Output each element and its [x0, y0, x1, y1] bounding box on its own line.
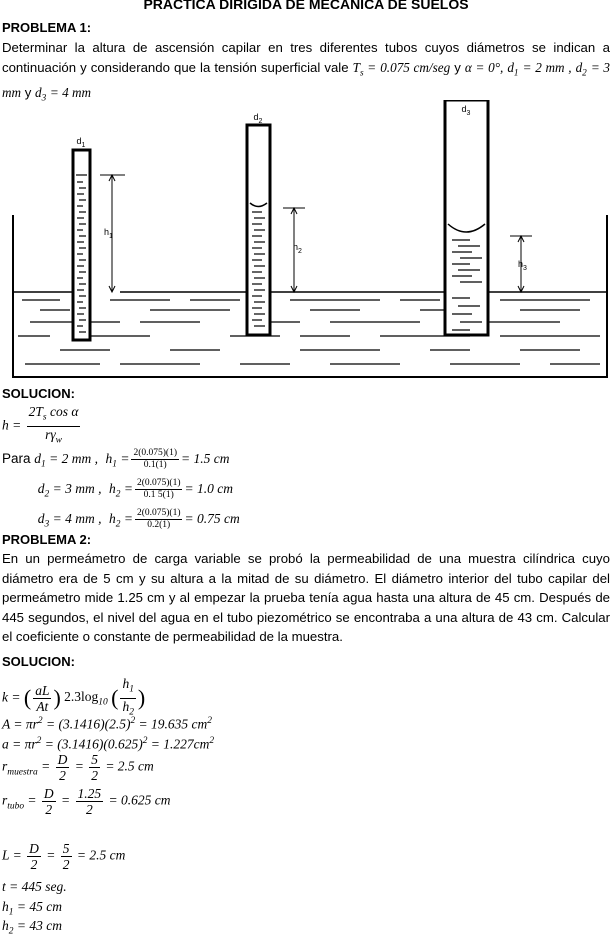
- h2-line: $h_2 = 43$ cm: [2, 918, 62, 937]
- conj-y-2: y: [24, 84, 32, 100]
- problem-2-text: En un permeámetro de carga variable se probó la permeabilidad de una muestra cilíndrica cuyo diámetro era de 5 cm y su altura a la mitad de su diámetro. El diámetro interior del tubo capilar del permeámetro mide 1.25 cm y al empezar la prueba tenía agua hasta una altura de 45 cm. Después de 445 segundos, el nivel del agua en el tubo piezométrico se encontraba a una altura de 43 cm. Calcular el coeficiente o constante de permeabilidad de la muestra.: [2, 551, 610, 644]
- capillary-tubes-diagram: [0, 100, 612, 380]
- problem-2-heading: PROBLEMA 2:: [2, 532, 92, 547]
- solution-2-heading: SOLUCION:: [2, 654, 75, 669]
- d1-label: $d_1$: [76, 136, 86, 149]
- d2-value: = 3 mm: [2, 59, 611, 100]
- h1-line: $h_1 = 45$ cm: [2, 899, 62, 918]
- problem-1-statement: [2, 38, 610, 108]
- solution-1-row: $d_3 = 4$ mm , $h_2$ = $\frac{2(0.075)(1)}{0.2(1)}$ = 0.75 cm: [37, 508, 240, 530]
- d3-label: $d_3$: [461, 104, 471, 117]
- h1-label: $h_1$: [104, 227, 113, 240]
- d1-value: = 2 mm ,: [522, 59, 572, 75]
- tube-1: [73, 136, 125, 340]
- page-title: PRACTICA DIRIGIDA DE MECANICA DE SUELOS: [143, 0, 469, 12]
- d1-symbol: $d_1$: [507, 59, 519, 78]
- capillary-formula: h = $\frac{2T_s \cos \alpha}{r\gamma_w}$: [2, 404, 79, 446]
- area-a-line: $a = \pi r^2 = (3.1416)(0.625)^2 = 1.227cm^2$: [2, 736, 215, 752]
- d3-value: = 4 mm: [49, 84, 92, 100]
- problem-1-text: Determinar la altura de ascensión capilar en tres diferentes tubos cuyos diámetros se indican a continuación y considerando que la tensión superficial vale: [2, 40, 610, 75]
- ts-symbol: $T_s$ =: [352, 59, 377, 78]
- solution-1-row: $d_2 = 3$ mm , $h_2$ = $\frac{2(0.075)(1)}{0.1 5(1)}$ = 1.0 cm: [37, 478, 233, 500]
- container-outline: [13, 215, 607, 377]
- area-A-line: $A = \pi r^2 = (3.1416)(2.5)^2 = 19.635$ $cm^2$: [2, 716, 212, 732]
- solution-1-heading: SOLUCION:: [2, 386, 75, 401]
- t-line: t = 445 seg.: [2, 879, 67, 894]
- r-muestra-line: $r_{muestra}$ = $\frac{D}{2}$ = $\frac{5}{2}$ = 2.5 cm: [2, 752, 154, 783]
- d3-symbol: $d_3$: [35, 84, 47, 103]
- h3-label: $h_3$: [518, 259, 527, 272]
- problem-1-heading: PROBLEMA 1:: [2, 20, 92, 35]
- permeability-formula: k = ( $\frac{aL}{At}$ ) $2.3\log_{10}$ ( $\frac{h_1}{h_2}$ ): [2, 676, 146, 718]
- L-line: L = $\frac{D}{2}$ = $\frac{5}{2}$ = 2.5 cm: [2, 841, 126, 872]
- d2-symbol: $d_2$: [575, 59, 587, 78]
- alpha-value: α = 0°,: [464, 59, 504, 75]
- r-tubo-line: $r_{tubo}$ = $\frac{D}{2}$ = $\frac{1.25}{2}$ = 0.625 cm: [2, 786, 171, 817]
- solution-1-row: Para $d_1 = 2$ mm , $h_1$ = $\frac{2(0.075)(1)}{0.1(1)}$ = 1.5 cm: [2, 448, 230, 470]
- ts-value: 0.075 cm/seg: [380, 59, 451, 75]
- tube-2: [247, 112, 305, 335]
- conj-y-1: y: [454, 59, 461, 75]
- d2-label: $d_2$: [253, 112, 263, 125]
- h2-label: $h_2$: [293, 242, 302, 255]
